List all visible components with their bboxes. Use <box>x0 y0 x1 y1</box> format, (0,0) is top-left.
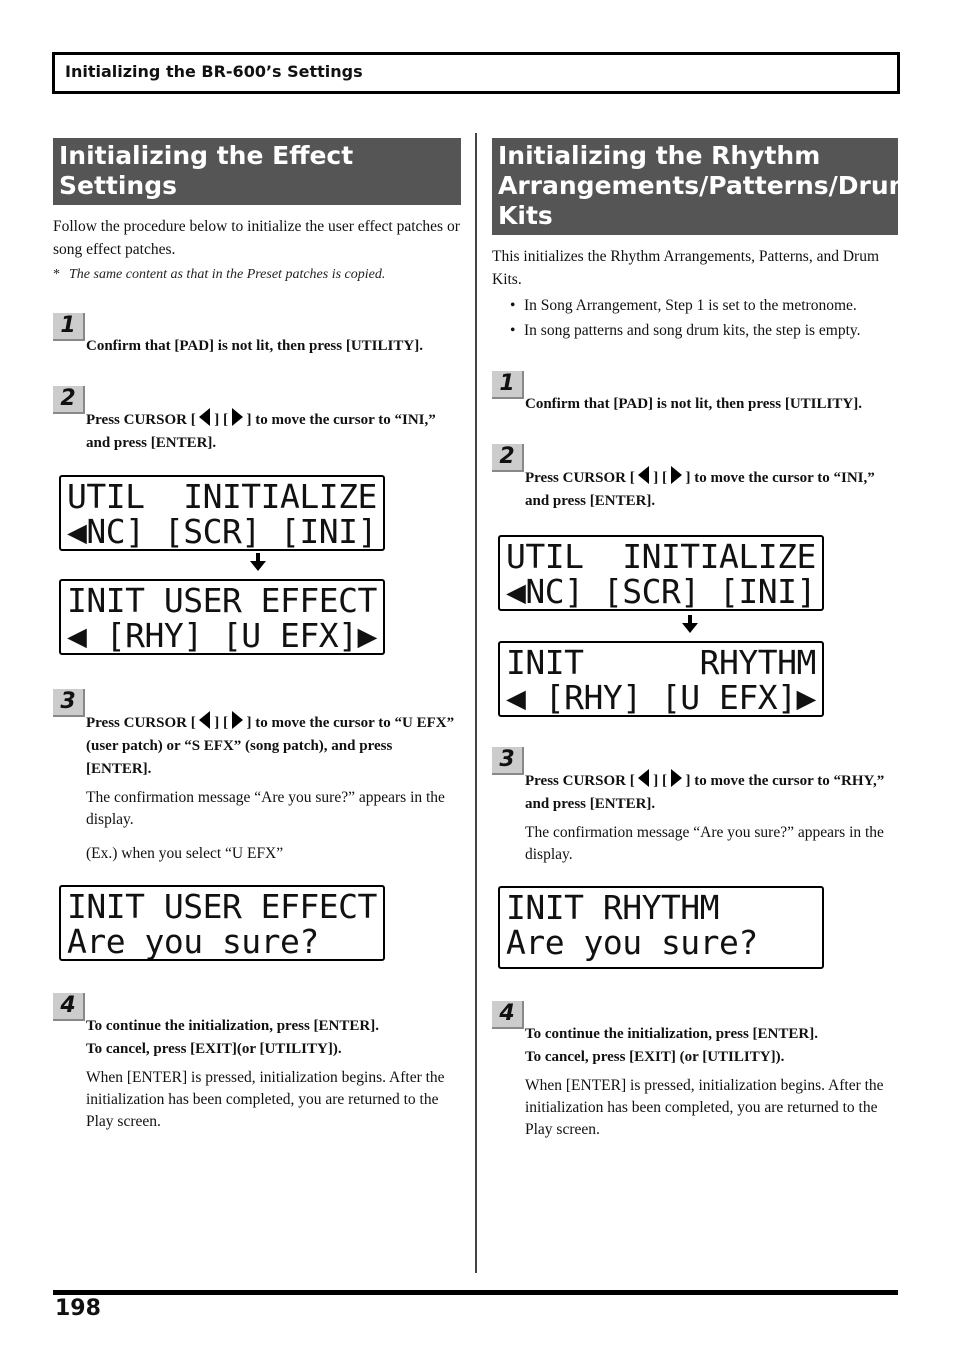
step-number: 2 <box>53 386 85 414</box>
list-item: • In Song Arrangement, Step 1 is set to the metronome. <box>510 293 898 318</box>
step-number: 4 <box>492 1001 524 1029</box>
right-bullet-list <box>492 293 898 343</box>
left-step-1 <box>53 313 461 358</box>
column-divider <box>475 133 477 1273</box>
left-section-title: Initializing the Effect Settings <box>53 138 461 205</box>
step-instruction: To continue the initialization, press [ENTER]. <box>525 1026 818 1042</box>
cursor-right-icon <box>232 711 243 729</box>
step-instruction: Confirm that [PAD] is not lit, then press [UTILITY]. <box>525 396 862 412</box>
left-step-2 <box>53 386 461 655</box>
right-step-4 <box>492 1001 898 1141</box>
step-instruction: Confirm that [PAD] is not lit, then press [UTILITY]. <box>86 338 423 354</box>
page-number: 198 <box>55 1296 101 1321</box>
step-instruction: Press CURSOR [ ] [ ] to move the cursor to “INI,” and press [ENTER]. <box>86 408 461 455</box>
right-step-1 <box>492 371 898 416</box>
right-section-title: Initializing the Rhythm Arrangements/Patterns/Drum Kits <box>492 138 898 235</box>
footer-rule <box>53 1290 898 1295</box>
step-instruction: Press CURSOR [ ] [ ] to move the cursor to “RHY,” and press [ENTER]. <box>525 769 898 816</box>
lcd-display: INIT RHYTHM ◀ [RHY] [U EFX]▶ <box>498 641 824 717</box>
step-instruction: To continue the initialization, press [ENTER]. <box>86 1018 379 1034</box>
left-column <box>53 138 461 1133</box>
page-header <box>52 52 900 94</box>
left-step-4 <box>53 993 461 1133</box>
down-arrow-icon <box>492 611 898 631</box>
cursor-right-icon <box>232 408 243 426</box>
right-column <box>492 138 915 1141</box>
step-number: 1 <box>492 371 524 399</box>
lcd-display: INIT USER EFFECT Are you sure? <box>59 885 385 961</box>
step-number: 4 <box>53 993 85 1021</box>
step-text: (Ex.) when you select “U EFX” <box>86 845 284 862</box>
cursor-left-icon <box>638 769 649 787</box>
step-number: 3 <box>492 747 524 775</box>
cursor-left-icon <box>199 408 210 426</box>
step-number: 1 <box>53 313 85 341</box>
left-intro: Follow the procedure below to initialize the user effect patches or song effect patches. <box>53 218 460 258</box>
left-note-text: The same content as that in the Preset patches is copied. <box>69 267 386 282</box>
lcd-display: INIT RHYTHM Are you sure? <box>498 886 824 969</box>
right-intro: This initializes the Rhythm Arrangements, Patterns, and Drum Kits. <box>492 248 880 288</box>
cursor-right-icon <box>671 769 682 787</box>
list-item: • In song patterns and song drum kits, the step is empty. <box>510 318 898 343</box>
down-arrow-icon <box>53 551 461 571</box>
step-text: When [ENTER] is pressed, initialization begins. After the initialization has been completed, you are returned to the Play screen. <box>86 1069 445 1130</box>
step-instruction: To cancel, press [EXIT](or [UTILITY]). <box>86 1041 342 1057</box>
step-instruction: Press CURSOR [ ] [ ] to move the cursor to “U EFX” (user patch) or “S EFX” (song patch), and press [ENTER]. <box>86 711 461 781</box>
step-instruction: Press CURSOR [ ] [ ] to move the cursor to “INI,” and press [ENTER]. <box>525 466 898 513</box>
left-step-3 <box>53 689 461 961</box>
right-step-3 <box>492 747 898 969</box>
lcd-display: INIT USER EFFECT ◀ [RHY] [U EFX]▶ <box>59 579 385 655</box>
right-step-2 <box>492 444 898 717</box>
step-instruction: To cancel, press [EXIT] (or [UTILITY]). <box>525 1049 785 1065</box>
note-asterisk: * <box>53 267 60 282</box>
step-number: 2 <box>492 444 524 472</box>
cursor-left-icon <box>638 466 649 484</box>
lcd-display: UTIL INITIALIZE ◀NC] [SCR] [INI] <box>59 475 385 551</box>
left-note <box>53 267 461 283</box>
step-number: 3 <box>53 689 85 717</box>
lcd-display: UTIL INITIALIZE ◀NC] [SCR] [INI] <box>498 535 824 611</box>
step-text: The confirmation message “Are you sure?” appears in the display. <box>86 789 445 828</box>
step-text: When [ENTER] is pressed, initialization begins. After the initialization has been completed, you are returned to the Play screen. <box>525 1077 884 1138</box>
cursor-left-icon <box>199 711 210 729</box>
step-text: The confirmation message “Are you sure?” appears in the display. <box>525 824 884 863</box>
cursor-right-icon <box>671 466 682 484</box>
header-title: Initializing the BR-600’s Settings <box>65 62 363 81</box>
